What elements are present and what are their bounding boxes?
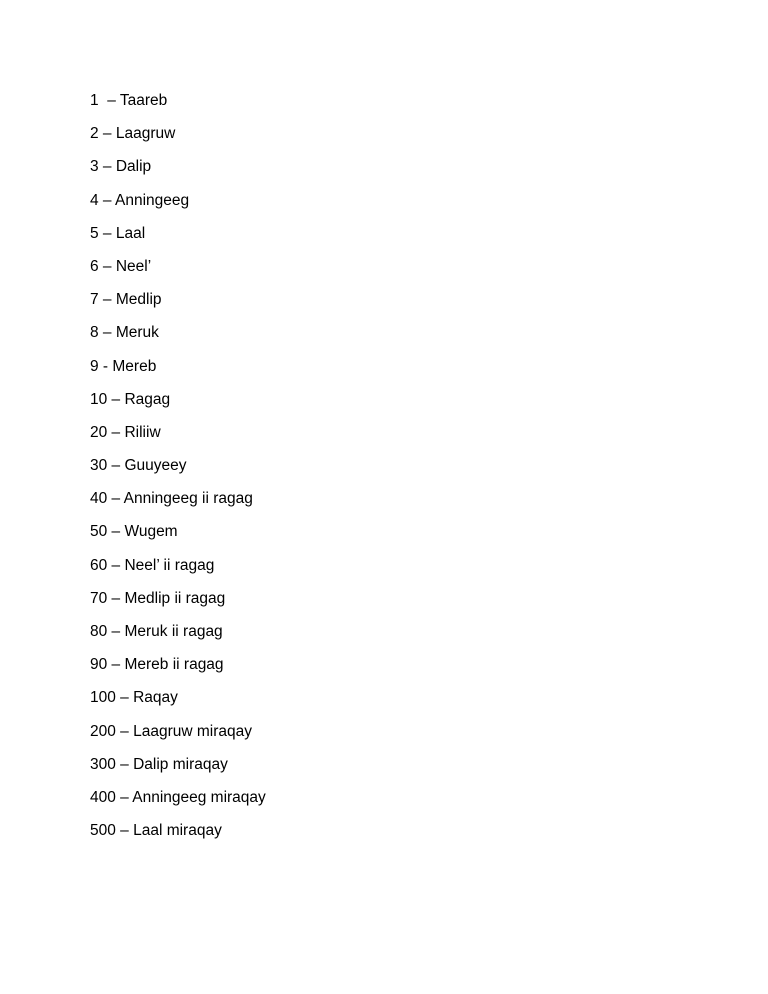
list-item: 4 – Anningeeg <box>90 191 190 209</box>
list-item: 9 - Mereb <box>90 357 157 375</box>
list-item: 5 – Laal <box>90 224 146 242</box>
list-item: 70 – Medlip ii ragag <box>90 589 226 607</box>
list-item: 6 – Neel’ <box>90 257 152 275</box>
list-item: 400 – Anningeeg miraqay <box>90 788 266 806</box>
number-word-list <box>90 89 266 852</box>
list-item: 1 – Taareb <box>90 92 168 109</box>
list-item: 8 – Meruk <box>90 324 159 342</box>
list-item: 30 – Guuyeey <box>90 457 187 475</box>
list-item: 100 – Raqay <box>90 689 178 707</box>
list-item: 80 – Meruk ii ragag <box>90 623 223 640</box>
list-item: 90 – Mereb ii ragag <box>90 656 224 674</box>
list-item: 40 – Anningeeg ii ragag <box>90 490 253 508</box>
list-item: 50 – Wugem <box>90 523 178 541</box>
list-item: 3 – Dalip <box>90 158 152 176</box>
list-item: 20 – Riliiw <box>90 423 161 441</box>
list-item: 10 – Ragag <box>90 390 171 408</box>
list-item: 60 – Neel’ ii ragag <box>90 556 215 574</box>
list-item: 500 – Laal miraqay <box>90 822 222 840</box>
list-item: 300 – Dalip miraqay <box>90 755 228 773</box>
list-item: 7 – Medlip <box>90 291 162 309</box>
list-item: 200 – Laagruw miraqay <box>90 722 252 740</box>
list-item: 2 – Laagruw <box>90 125 176 143</box>
